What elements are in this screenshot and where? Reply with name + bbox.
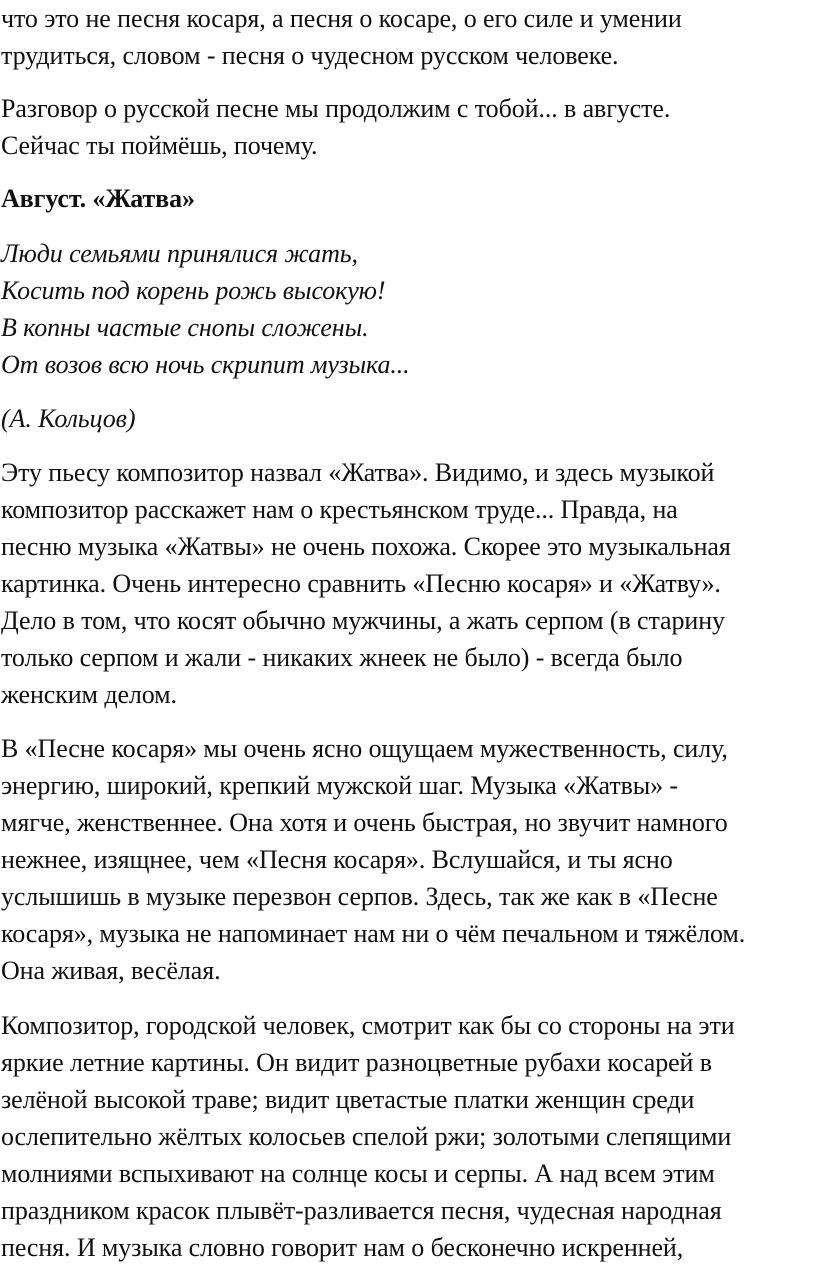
text-line: Эту пьесу композитор назвал «Жатва». Видимо, и здесь музыкой [1,458,715,487]
text-line: нежнее, изящнее, чем «Песня косаря». Вслушайся, и ты ясно [1,845,673,874]
paragraph-1 [1,0,816,74]
text-line: энергию, широкий, крепкий мужской шаг. Музыка «Жатвы» - [1,771,678,800]
text-line: зелёной высокой траве; видит цветастые платки женщин среди [1,1085,695,1114]
poem-line: Люди семьями принялися жать, [1,239,358,268]
section-heading [1,180,816,217]
text-line: песню музыка «Жатвы» не очень похожа. Скорее это музыкальная [1,532,731,561]
text-line: Разговор о русской песне мы продолжим с тобой... в августе. [1,94,671,123]
text-line: только серпом и жали - никаких жнеек не было) - всегда было [1,643,683,672]
poem-line: Косить под корень рожь высокую! [1,276,386,305]
paragraph-5 [1,1007,816,1266]
paragraph-3 [1,454,816,713]
text-line: косаря», музыка не напоминает нам ни о чём печальном и тяжёлом. [1,919,746,948]
text-line: что это не песня косаря, а песня о косаре, о его силе и умении [1,4,682,33]
poem-attribution [1,400,816,437]
paragraph-2 [1,90,816,164]
text-line: Сейчас ты поймёшь, почему. [1,131,318,160]
text-line: услышишь в музыке перезвон серпов. Здесь, так же как в «Песне [1,882,718,911]
poem-line: От возов всю ночь скрипит музыка... [1,350,410,379]
text-line: Композитор, городской человек, смотрит как бы со стороны на эти [1,1011,735,1040]
text-line: В «Песне косаря» мы очень ясно ощущаем мужественность, силу, [1,734,728,763]
attribution-text: (А. Кольцов) [1,404,136,433]
text-line: праздником красок плывёт-разливается песня, чудесная народная [1,1196,722,1225]
text-line: композитор расскажет нам о крестьянском труде... Правда, на [1,495,678,524]
paragraph-4 [1,730,816,989]
heading-text: Август. «Жатва» [1,184,195,213]
text-line: Она живая, весёлая. [1,956,221,985]
poem-line: В копны частые снопы сложены. [1,313,369,342]
text-line: картинка. Очень интересно сравнить «Песню косаря» и «Жатву». [1,569,721,598]
text-line: трудиться, словом - песня о чудесном русском человеке. [1,41,619,70]
text-line: молниями вспыхивают на солнце косы и серпы. А над всем этим [1,1159,715,1188]
text-line: мягче, женственнее. Она хотя и очень быстрая, но звучит намного [1,808,728,837]
text-line: женским делом. [1,680,177,709]
text-line: Дело в том, что косят обычно мужчины, а жать серпом (в старину [1,606,725,635]
poem-quote [1,235,816,383]
text-line: яркие летние картины. Он видит разноцветные рубахи косарей в [1,1048,712,1077]
text-line: песня. И музыка словно говорит нам о бесконечно искренней, [1,1233,684,1262]
text-line: ослепительно жёлтых колосьев спелой ржи; золотыми слепящими [1,1122,732,1151]
